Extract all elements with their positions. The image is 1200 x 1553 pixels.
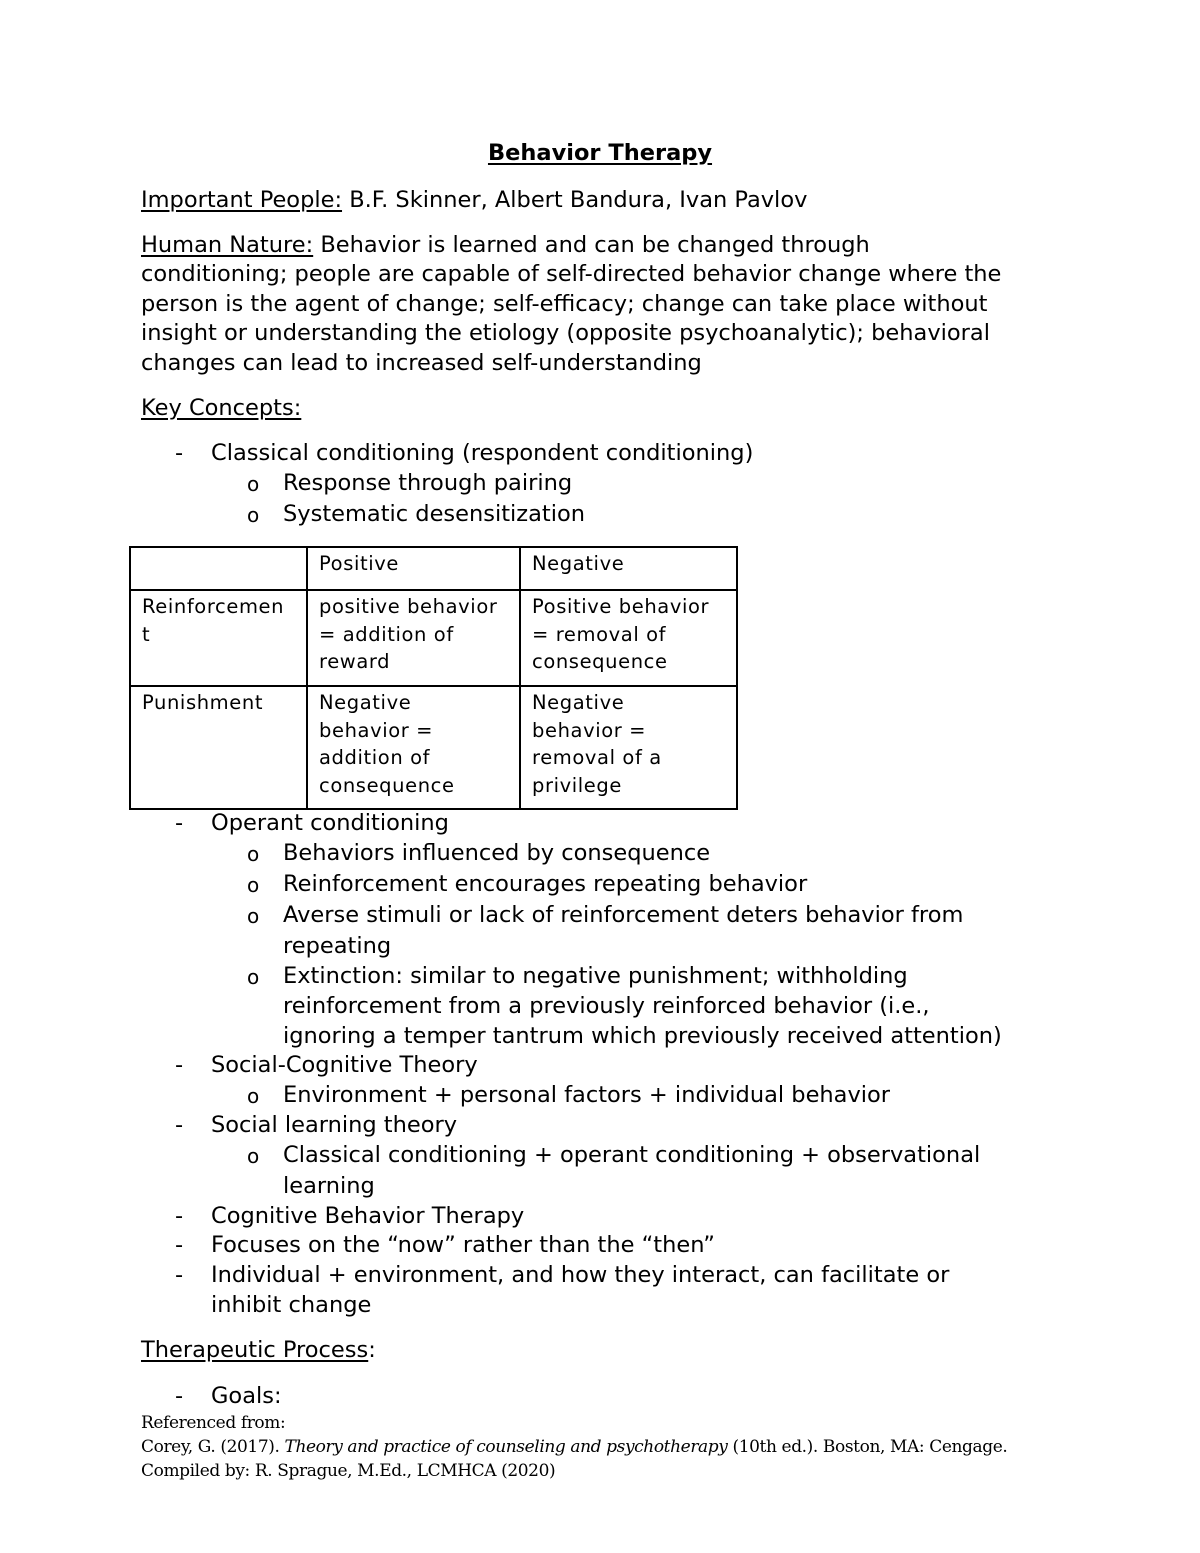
sub-list-item-cont: reinforcement from a previously reinforced behavior (i.e., [283,993,930,1019]
list-bullet: - [175,1383,184,1409]
important-people-value: B.F. Skinner, Albert Bandura, Ivan Pavlov [349,187,808,213]
reference-compiled: Compiled by: R. Sprague, M.Ed., LCMHCA (2020) [141,1461,556,1481]
sub-list-item: Reinforcement encourages repeating behavior [283,871,808,897]
list-bullet: - [175,1232,184,1258]
cell-line: removal of a [532,746,662,769]
table-header-row [130,547,737,590]
human-nature-line-2: conditioning; people are capable of self-directed behavior change where the [141,261,1002,287]
sub-bullet: o [247,1084,260,1108]
cell-line: Positive behavior [532,595,710,618]
list-item: Cognitive Behavior Therapy [211,1203,525,1229]
sub-bullet: o [247,503,260,527]
table-cell [520,686,737,809]
table-header-negative: Negative [520,547,737,590]
table-row-label [130,686,307,809]
sub-list-item: Extinction: similar to negative punishment; withholding [283,963,908,989]
list-bullet: - [175,440,184,466]
list-bullet: - [175,1262,184,1288]
sub-list-item-cont: repeating [283,933,392,959]
human-nature-line-5: changes can lead to increased self-understanding [141,350,702,376]
cell-line: Negative [532,691,625,714]
cell-line: Punishment [142,691,264,714]
reference-label: Referenced from: [141,1413,286,1433]
page-title: Behavior Therapy [487,140,713,166]
cell-line: = removal of [532,622,667,646]
list-item: Operant conditioning [211,810,449,836]
table-cell [520,590,737,686]
human-nature-label: Human Nature: [141,232,314,258]
sub-list-item: Classical conditioning + operant conditioning + observational [283,1142,981,1168]
cell-line: Reinforcemen [142,595,285,618]
sub-list-item: Response through pairing [283,470,573,496]
important-people-label: Important People: [141,187,343,213]
human-nature-line-4: insight or understanding the etiology (opposite psychoanalytic); behavioral [141,320,990,346]
reference-author: Corey, G. (2017). [141,1437,285,1457]
cell-line: behavior = [532,718,647,742]
table-corner-cell [130,547,307,590]
list-item: Individual + environment, and how they interact, can facilitate or [211,1262,950,1288]
sub-list-item: Systematic desensitization [283,501,585,527]
cell-line: Negative [319,691,412,714]
table-row-label [130,590,307,686]
sub-list-item: Averse stimuli or lack of reinforcement deters behavior from [283,902,964,928]
reinforcement-table [129,546,738,810]
cell-line: t [142,622,151,646]
list-item: Classical conditioning (respondent conditioning) [211,440,754,466]
list-item: Social-Cognitive Theory [211,1052,478,1078]
cell-line: consequence [532,650,668,673]
therapeutic-process-colon: : [368,1337,376,1363]
list-bullet: - [175,1203,184,1229]
list-bullet: - [175,810,184,836]
list-bullet: - [175,1112,184,1138]
cell-line: behavior = [319,718,434,742]
sub-bullet: o [247,904,260,928]
sub-list-item: Behaviors influenced by consequence [283,840,711,866]
human-nature-text: Behavior is learned and can be changed through [320,232,870,258]
important-people [141,185,807,215]
cell-line: addition of [319,746,431,769]
table-cell [307,686,520,809]
sub-bullet: o [247,1144,260,1168]
table-row-reinforcement [130,590,737,686]
cell-line: reward [319,650,391,673]
reference-citation [141,1435,1007,1459]
sub-list-item-cont: learning [283,1173,375,1199]
sub-list-item-cont: ignoring a temper tantrum which previously received attention) [283,1023,1002,1049]
key-concepts-heading: Key Concepts: [141,395,302,421]
list-item: Focuses on the “now” rather than the “then” [211,1232,715,1258]
list-item: Social learning theory [211,1112,458,1138]
table-row-punishment [130,686,737,809]
therapeutic-process-label: Therapeutic Process [141,1337,369,1363]
therapeutic-process-heading [141,1335,376,1365]
list-item-cont: inhibit change [211,1292,372,1318]
list-item-goals: Goals: [211,1383,282,1409]
table-cell [307,590,520,686]
reference-publisher: (10th ed.). Boston, MA: Cengage. [727,1437,1008,1457]
sub-bullet: o [247,965,260,989]
table-header-positive: Positive [307,547,520,590]
reference-book-title: Theory and practice of counseling and psychotherapy [284,1437,728,1457]
cell-line: privilege [532,773,622,797]
human-nature-line-3: person is the agent of change; self-efficacy; change can take place without [141,291,988,317]
list-bullet: - [175,1052,184,1078]
sub-bullet: o [247,842,260,866]
cell-line: = addition of [319,622,454,646]
sub-bullet: o [247,873,260,897]
human-nature-line-1 [141,230,870,260]
sub-bullet: o [247,472,260,496]
sub-list-item: Environment + personal factors + individual behavior [283,1082,891,1108]
cell-line: positive behavior [319,595,498,618]
cell-line: consequence [319,773,455,797]
